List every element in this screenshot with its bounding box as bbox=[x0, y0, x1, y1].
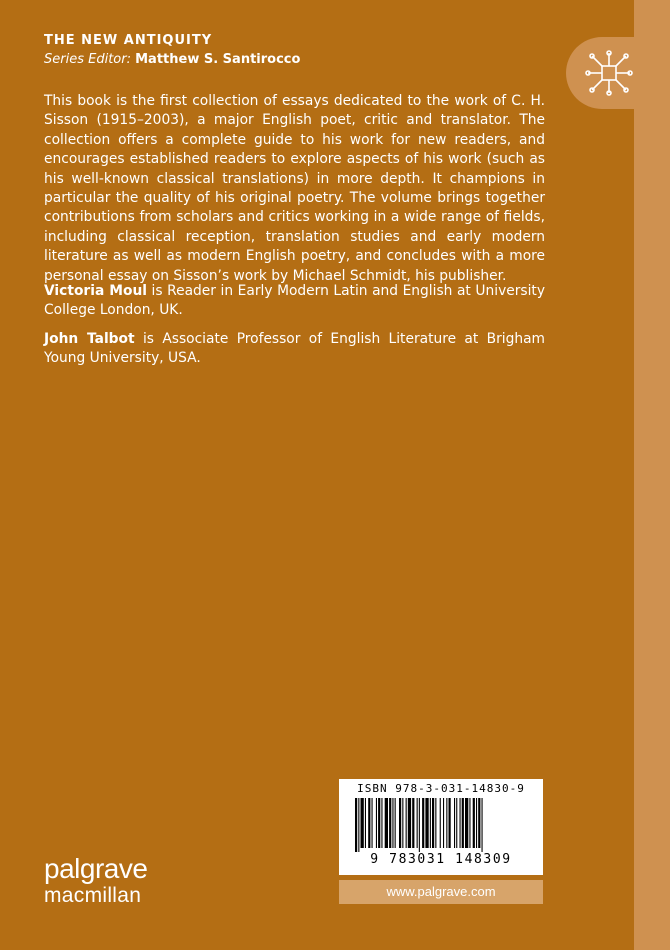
author-name: Victoria Moul bbox=[44, 283, 147, 299]
barcode-bar bbox=[392, 798, 393, 848]
barcode-bar bbox=[449, 798, 451, 848]
barcode-bar bbox=[432, 798, 434, 848]
barcode-bar bbox=[372, 798, 373, 848]
publisher-website[interactable]: www.palgrave.com bbox=[339, 880, 543, 904]
barcode-bars bbox=[351, 798, 531, 852]
barcode-bar bbox=[446, 798, 447, 848]
barcode-bar bbox=[417, 798, 418, 848]
barcode-bar bbox=[478, 798, 480, 848]
barcode-bar bbox=[476, 798, 477, 848]
publisher-logo bbox=[44, 855, 147, 906]
barcode-bar bbox=[376, 798, 377, 848]
barcode-bar bbox=[408, 798, 411, 848]
series-editor-name: Matthew S. Santirocco bbox=[135, 52, 301, 67]
barcode-bar bbox=[469, 798, 470, 848]
barcode-bar bbox=[425, 798, 428, 848]
barcode-bar bbox=[381, 798, 382, 848]
barcode-bar bbox=[365, 798, 366, 848]
barcode-bar bbox=[355, 798, 357, 852]
book-blurb: This book is the first collection of essays dedicated to the work of C. H. Sisson (1915–2003), a major English poet, critic and translator. The collection offers a complete guide to his work for new readers, and encourages established readers to explore aspects of his work (such as his well-known classical translations) in more depth. It champions in particular the quality of his original poetry. The volume brings together contributions from scholars and critics working in a wide range of fields, including classical reception, translation studies and early modern literature as well as modern English poetry, and concludes with a more personal essay on Sisson’s work by Michael Schmidt, his publisher. bbox=[44, 93, 545, 284]
barcode-bar bbox=[422, 798, 424, 848]
barcode-bar bbox=[460, 798, 461, 848]
series-editor bbox=[44, 52, 300, 67]
barcode-bar bbox=[443, 798, 444, 848]
author-bio bbox=[44, 330, 545, 369]
palgrave-star-icon bbox=[584, 49, 634, 97]
barcode-bar bbox=[440, 798, 441, 848]
barcode-bar bbox=[389, 798, 391, 848]
logo-tab bbox=[566, 37, 670, 109]
series-editor-label: Series Editor: bbox=[44, 52, 131, 67]
barcode-bar bbox=[385, 798, 388, 848]
author-bio-text: is Associate Professor of English Literature at Brigham Young University, USA. bbox=[44, 331, 545, 367]
barcode-digits: 9 783031 148309 bbox=[370, 852, 512, 867]
author-bio-text: is Reader in Early Modern Latin and English at University College London, UK. bbox=[44, 283, 545, 319]
barcode-bar bbox=[368, 798, 370, 848]
series-title: THE NEW ANTIQUITY bbox=[44, 33, 213, 48]
barcode-bar bbox=[482, 798, 483, 852]
barcode-bar bbox=[456, 798, 457, 848]
barcode-bar bbox=[378, 798, 380, 848]
author-name: John Talbot bbox=[44, 331, 135, 347]
barcode-bar bbox=[430, 798, 431, 848]
barcode-bar bbox=[462, 798, 464, 848]
isbn-barcode bbox=[339, 779, 543, 875]
barcode-bar bbox=[402, 798, 403, 848]
barcode-bar bbox=[473, 798, 475, 848]
barcode-bar bbox=[412, 798, 414, 848]
barcode-bar bbox=[358, 798, 359, 852]
barcode-bar bbox=[435, 798, 436, 848]
barcode-bar bbox=[406, 798, 407, 848]
author-bio bbox=[44, 282, 545, 321]
barcode-bar bbox=[465, 798, 468, 848]
barcode-bar bbox=[361, 798, 364, 848]
spine-strip bbox=[634, 0, 670, 950]
barcode-bar bbox=[419, 798, 420, 852]
barcode-bar bbox=[395, 798, 396, 848]
publisher-logo-line2: macmillan bbox=[44, 884, 142, 907]
barcode-bar bbox=[399, 798, 401, 848]
publisher-logo-line1: palgrave bbox=[44, 853, 148, 884]
barcode-bar bbox=[454, 798, 455, 848]
isbn-label: ISBN 978-3-031-14830-9 bbox=[357, 782, 525, 795]
